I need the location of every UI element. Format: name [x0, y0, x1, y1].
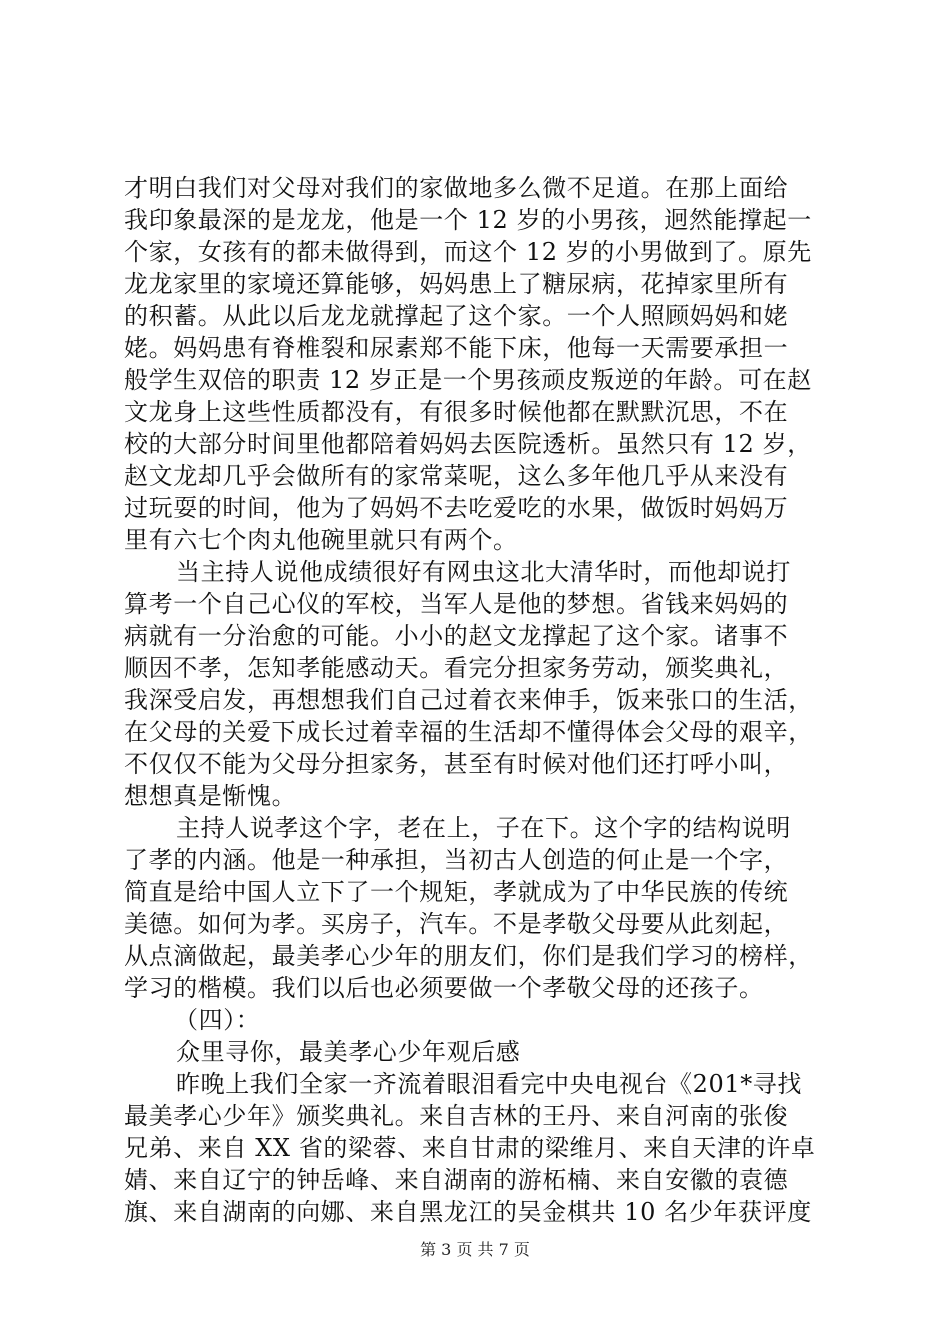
text-line: 在父母的关爱下成长过着幸福的生活却不懂得体会父母的艰辛，: [124, 718, 813, 746]
text-line: 婧、来自辽宁的钟岳峰、来自湖南的游柘楠、来自安徽的袁德: [124, 1166, 789, 1194]
text-line: 顺因不孝，怎知孝能感动天。看完分担家务劳动，颁奖典礼，: [124, 654, 789, 682]
text-line: 赵文龙却几乎会做所有的家常菜呢，这么多年他几乎从来没有: [124, 462, 789, 490]
text-line: 兄弟、来自 XX 省的梁蓉、来自甘肃的梁维月、来自天津的许卓: [124, 1134, 816, 1162]
paragraph-start-line: 当主持人说他成绩很好有网虫这北大清华时，而他却说打: [176, 558, 791, 586]
text-line: 姥。妈妈患有脊椎裂和尿素郑不能下床，他每一天需要承担一: [124, 334, 789, 362]
text-line: 里有六七个肉丸他碗里就只有两个。: [124, 526, 518, 554]
text-line: 简直是给中国人立下了一个规矩，孝就成为了中华民族的传统: [124, 878, 789, 906]
text-line: 龙龙家里的家境还算能够，妈妈患上了糖尿病，花掉家里所有: [124, 270, 789, 298]
text-line: 了孝的内涵。他是一种承担，当初古人创造的何止是一个字，: [124, 846, 789, 874]
text-line: 的积蓄。从此以后龙龙就撑起了这个家。一个人照顾妈妈和姥: [124, 302, 789, 330]
text-line: 般学生双倍的职责 12 岁正是一个男孩顽皮叛逆的年龄。可在赵: [124, 366, 812, 394]
page-number: 第 3 页 共 7 页: [420, 1240, 530, 1259]
text-line: 旗、来自湖南的向娜、来自黑龙江的吴金棋共 10 名少年获评度: [124, 1198, 812, 1226]
section-heading: （四）：: [174, 1006, 261, 1034]
text-line: 想想真是惭愧。: [124, 782, 297, 810]
text-line: 我印象最深的是龙龙，他是一个 12 岁的小男孩，迥然能撑起一: [124, 206, 812, 234]
text-line: 才明白我们对父母对我们的家做地多么微不足道。在那上面给: [124, 174, 789, 202]
text-line: 最美孝心少年》颁奖典礼。来自吉林的王丹、来自河南的张俊: [124, 1102, 789, 1130]
text-line: 不仅仅不能为父母分担家务，甚至有时候对他们还打呼小叫，: [124, 750, 789, 778]
text-line: 我深受启发，再想想我们自己过着衣来伸手，饭来张口的生活，: [124, 686, 813, 714]
text-line: 从点滴做起，最美孝心少年的朋友们，你们是我们学习的榜样，: [124, 942, 813, 970]
text-line: 文龙身上这些性质都没有，有很多时候他都在默默沉思，不在: [124, 398, 789, 426]
text-line: 过玩耍的时间，他为了妈妈不去吃爱吃的水果，做饭时妈妈万: [124, 494, 789, 522]
text-line: 病就有一分治愈的可能。小小的赵文龙撑起了这个家。诸事不: [124, 622, 789, 650]
text-line: 个家，女孩有的都未做得到，而这个 12 岁的小男做到了。原先: [124, 238, 812, 266]
text-line: 学习的楷模。我们以后也必须要做一个孝敬父母的还孩子。: [124, 974, 764, 1002]
paragraph-start-line: 昨晚上我们全家一齐流着眼泪看完中央电视台《201*寻找: [176, 1070, 803, 1098]
body-text: [124, 172, 839, 1228]
text-line: 算考一个自己心仪的军校，当军人是他的梦想。省钱来妈妈的: [124, 590, 789, 618]
essay-title: 众里寻你，最美孝心少年观后感: [176, 1038, 521, 1066]
text-line: 美德。如何为孝。买房子，汽车。不是孝敬父母要从此刻起，: [124, 910, 789, 938]
text-line: 校的大部分时间里他都陪着妈妈去医院透析。虽然只有 12 岁，: [124, 430, 812, 458]
page-footer: [0, 1240, 950, 1260]
paragraph-start-line: 主持人说孝这个字，老在上，子在下。这个字的结构说明: [176, 814, 791, 842]
